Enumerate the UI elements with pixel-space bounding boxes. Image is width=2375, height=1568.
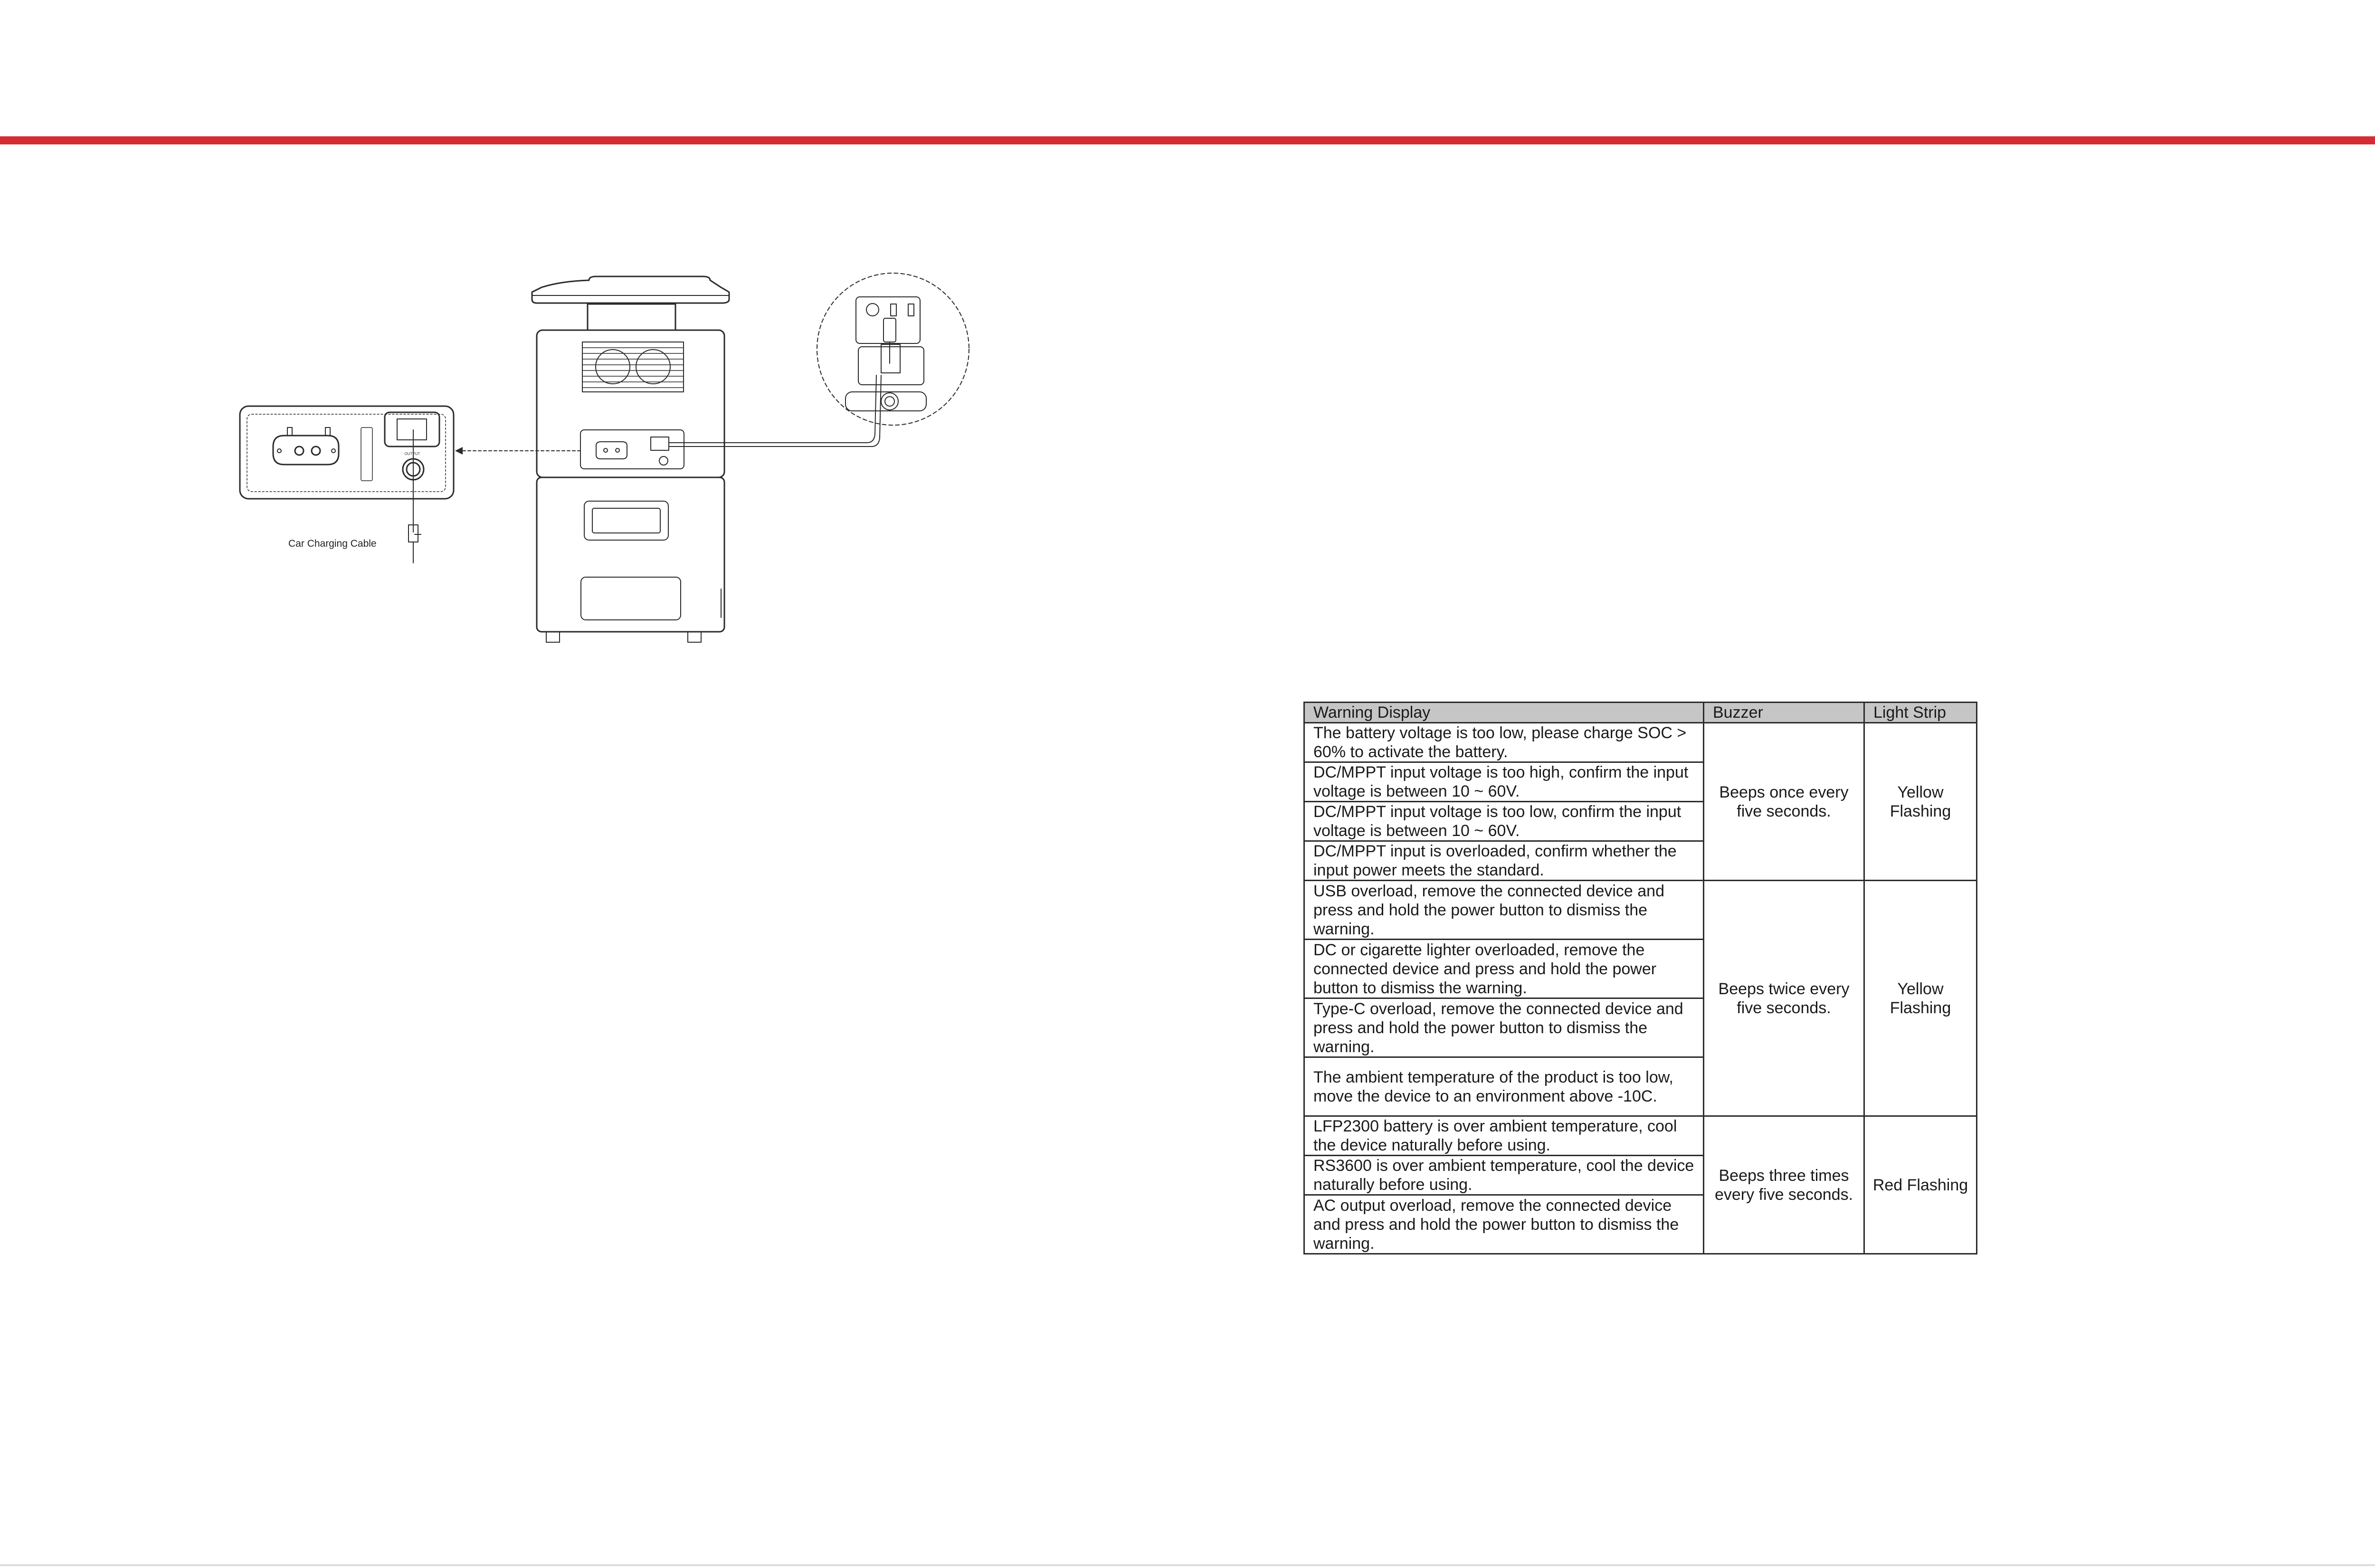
warning-table [1303,702,1977,1254]
buzzer-pattern: Beeps twice every five seconds. [1704,881,1864,1116]
footer-rule [0,1564,2375,1566]
warning-message: LFP2300 battery is over ambient temperature, cool the device naturally before using. [1304,1116,1704,1156]
cable-icon [408,430,421,563]
panel-output-label: OUTPUT [404,452,420,456]
light-strip-status: Yellow Flashing [1864,723,1977,881]
table-row [1304,881,1977,940]
header-buzzer: Buzzer [1704,703,1864,723]
table-header-row [1304,703,1977,723]
buzzer-pattern: Beeps three times every five seconds. [1704,1116,1864,1254]
warning-message: RS3600 is over ambient temperature, cool the device naturally before using. [1304,1156,1704,1195]
table-row [1304,723,1977,762]
warning-message: DC/MPPT input is overloaded, confirm whether the input power meets the standard. [1304,841,1704,881]
figure-caption: Car Charging Cable [288,538,377,549]
warning-message: DC/MPPT input voltage is too high, confirm the input voltage is between 10 ~ 60V. [1304,762,1704,802]
header-warning-display: Warning Display [1304,703,1704,723]
warning-message: The battery voltage is too low, please charge SOC > 60% to activate the battery. [1304,723,1704,762]
car-charging-illustration [228,266,988,665]
inverter-panel-icon [240,406,454,499]
detail-zoom-icon [817,273,969,425]
warning-message: DC/MPPT input voltage is too low, confirm the input voltage is between 10 ~ 60V. [1304,802,1704,841]
warning-message: USB overload, remove the connected device and press and hold the power button to dismiss the warning. [1304,881,1704,940]
header-rule [0,136,2375,144]
buzzer-pattern: Beeps once every five seconds. [1704,723,1864,881]
header-light-strip: Light Strip [1864,703,1977,723]
power-station-icon [532,276,729,642]
table-row [1304,1116,1977,1156]
warning-message: DC or cigarette lighter overloaded, remove the connected device and press and hold the power button to dismiss the warning. [1304,940,1704,998]
light-strip-status: Yellow Flashing [1864,881,1977,1116]
warning-message: Type-C overload, remove the connected device and press and hold the power button to dismiss the warning. [1304,998,1704,1057]
warning-message: The ambient temperature of the product is too low, move the device to an environment above -10C. [1304,1057,1704,1116]
warning-message: AC output overload, remove the connected device and press and hold the power button to dismiss the warning. [1304,1195,1704,1254]
light-strip-status: Red Flashing [1864,1116,1977,1254]
